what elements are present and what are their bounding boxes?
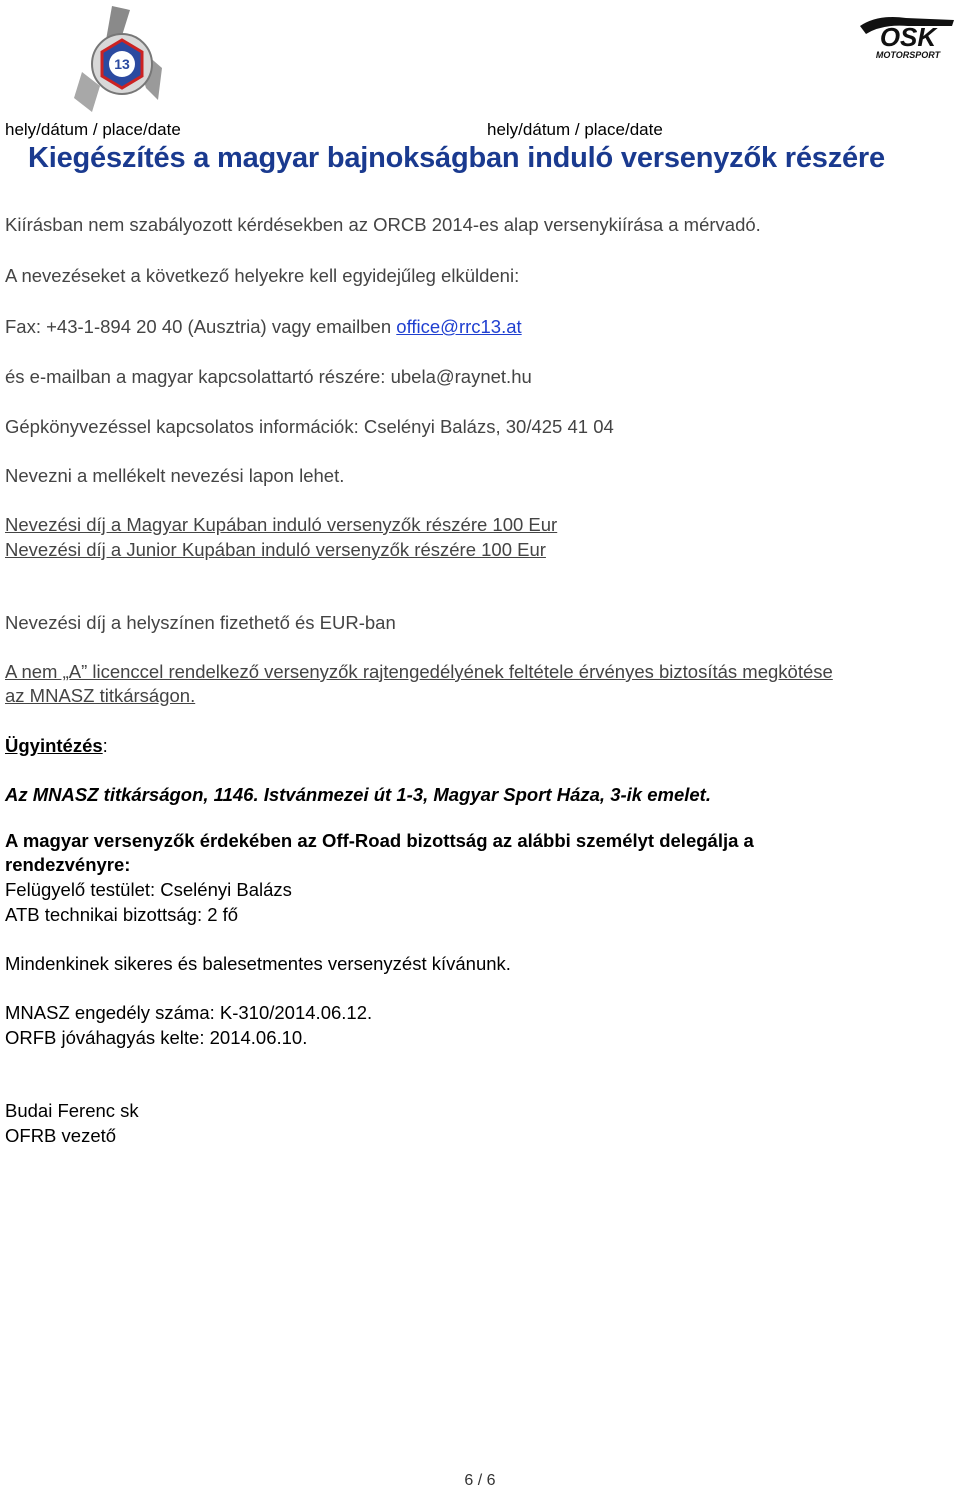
fax-text: Fax: +43-1-894 20 40 (Ausztria) vagy emailben [5,316,397,337]
nevezes-line: A nevezéseket a következő helyekre kell egyidejűleg elküldeni: [5,265,520,286]
ugyintezes-colon: : [102,735,108,756]
signatory-title: OFRB vezető [5,1125,117,1146]
atb-line: ATB technikai bizottság: 2 fő [5,904,239,925]
osk-motorsport-logo [858,12,958,67]
dij-helyszin-line: Nevezési díj a helyszínen fizethető és EUR-ban [5,612,396,633]
document-title: Kiegészítés a magyar bajnokságban induló versenyzők részére [28,142,885,174]
page-number: 6 / 6 [464,1472,496,1489]
titkarsag-cim: Az MNASZ titkárságon, 1146. Istvánmezei út 1-3, Magyar Sport Háza, 3-ik emelet. [5,784,711,805]
licenc-line-2: az MNASZ titkárságon. [5,685,196,706]
kiiras-line: Kiírásban nem szabályozott kérdésekben az ORCB 2014-es alap versenykiírása a mérvadó. [5,214,761,235]
logo-main-text: OSK [879,22,937,52]
gepkonyvezes-line: Gépkönyvezéssel kapcsolatos információk: Cselényi Balázs, 30/425 41 04 [5,416,614,437]
rallycross-club-logo [62,2,172,122]
logo-sub-text: MOTORSPORT [875,50,941,60]
ugyintezes-heading [5,735,108,757]
magyar-kapcsolattarto-line: és e-mailban a magyar kapcsolattartó részére: ubela@raynet.hu [5,366,532,387]
nevezni-line: Nevezni a mellékelt nevezési lapon lehet. [5,465,345,486]
licenc-line-1: A nem „A” licenccel rendelkező versenyzők rajtengedélyének feltétele érvényes biztosítás megkötése [5,661,833,682]
mnasz-engedely-line: MNASZ engedély száma: K-310/2014.06.12. [5,1002,373,1023]
fax-line [5,316,522,338]
delegal-line-1: A magyar versenyzők érdekében az Off-Road bizottság az alábbi személyt delegálja a [5,830,754,851]
logo-number: 13 [114,56,130,72]
dij-magyar-kupa: Nevezési díj a Magyar Kupában induló versenyzők részére 100 Eur [5,514,558,535]
dij-junior-kupa: Nevezési díj a Junior Kupában induló versenyzők részére 100 Eur [5,539,546,560]
mindenkinek-line: Mindenkinek sikeres és balesetmentes versenyzést kívánunk. [5,953,511,974]
ugyintezes-label: Ügyintézés [5,735,103,756]
orfb-line: ORFB jóváhagyás kelte: 2014.06.10. [5,1027,308,1048]
delegal-line-2: rendezvényre: [5,854,131,875]
place-date-right: hely/dátum / place/date [487,120,663,139]
signatory-name: Budai Ferenc sk [5,1100,139,1121]
place-date-left: hely/dátum / place/date [5,120,181,139]
office-email-link[interactable]: office@rrc13.at [396,316,522,337]
felugyelo-line: Felügyelő testület: Cselényi Balázs [5,879,292,900]
